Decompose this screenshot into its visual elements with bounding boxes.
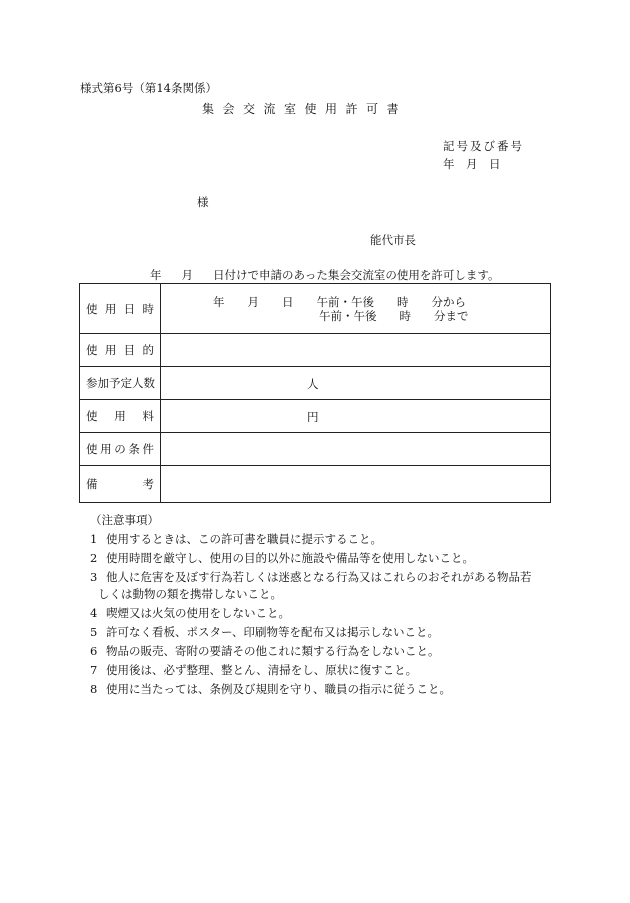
note-text: 使用に当たっては、条例及び規則を守り、職員の指示に従うこと。 — [106, 682, 451, 696]
note-number: 2 — [90, 551, 98, 565]
list-item — [90, 550, 474, 566]
participants-unit: 人 — [307, 377, 319, 391]
row-label-usage-conditions — [80, 433, 161, 466]
list-item — [90, 662, 417, 678]
note-text: 他人に危害を及ぼす行為若しくは迷惑となる行為又はこれらのおそれがある物品若 — [106, 570, 532, 584]
list-item — [90, 531, 382, 547]
note-text: 許可なく看板、ポスター、印刷物等を配布又は掲示しないこと。 — [106, 625, 440, 639]
addressee-suffix: 様 — [197, 195, 209, 209]
participants-label: 参加予定人数 — [86, 376, 155, 390]
list-item — [90, 605, 290, 621]
note-text: 使用後は、必ず整理、整とん、清掃をし、原状に復すこと。 — [106, 663, 418, 677]
usage-datetime-label: 使 用 日 時 — [86, 301, 154, 316]
note-number: 4 — [90, 606, 98, 620]
document-title: 集会交流室使用許可書 — [202, 102, 408, 116]
usage-datetime-line1: 年 月 日 午前・午後 時 分から — [213, 295, 466, 309]
list-item — [90, 681, 451, 697]
table-row — [80, 367, 551, 400]
participants-value — [161, 367, 551, 400]
usage-fee-label: 使 用 料 — [86, 409, 154, 423]
row-label-usage-datetime — [80, 284, 161, 334]
list-item — [90, 569, 532, 585]
issuer-name: 能代市長 — [370, 233, 416, 247]
note-continuation: しくは動物の類を携帯しないこと。 — [98, 587, 282, 601]
row-label-usage-purpose — [80, 334, 161, 367]
list-item — [90, 624, 439, 640]
note-number: 1 — [90, 532, 98, 546]
remarks-value — [161, 466, 551, 503]
table-row — [80, 433, 551, 466]
note-number: 5 — [90, 625, 98, 639]
permission-statement — [150, 267, 499, 283]
row-label-participants — [80, 367, 161, 400]
usage-datetime-value — [161, 284, 551, 334]
note-text: 物品の販売、寄附の要請その他これに類する行為をしないこと。 — [106, 644, 440, 658]
usage-fee-unit: 円 — [307, 410, 319, 424]
row-label-remarks — [80, 466, 161, 503]
remarks-label: 備 考 — [86, 477, 154, 491]
intro-year: 年 — [150, 268, 162, 282]
note-text: 喫煙又は火気の使用をしないこと。 — [106, 606, 290, 620]
usage-fee-value — [161, 400, 551, 433]
usage-conditions-label: 使 用 の 条 件 — [86, 442, 154, 456]
reference-number-label: 記号及び番号 — [443, 139, 524, 153]
usage-datetime-line2: 午前・午後 時 分まで — [319, 309, 469, 323]
table-row — [80, 466, 551, 503]
form-number: 様式第6号（第14条関係） — [80, 81, 217, 95]
table-row — [80, 284, 551, 334]
row-label-usage-fee — [80, 400, 161, 433]
intro-month: 月 — [181, 268, 193, 282]
list-item — [90, 643, 440, 659]
usage-conditions-value — [161, 433, 551, 466]
note-text: 使用するときは、この許可書を職員に提示すること。 — [106, 532, 382, 546]
issue-date-line: 年 月 日 — [443, 157, 501, 171]
note-text: 使用時間を厳守し、使用の目的以外に施設や備品等を使用しないこと。 — [106, 551, 474, 565]
table-row — [80, 334, 551, 367]
usage-purpose-label: 使 用 目 的 — [86, 343, 154, 357]
intro-rest: 日付けで申請のあった集会交流室の使用を許可します。 — [213, 268, 500, 282]
note-number: 7 — [90, 663, 98, 677]
note-number: 6 — [90, 644, 98, 658]
permit-table — [79, 283, 551, 503]
table-row — [80, 400, 551, 433]
usage-purpose-value — [161, 334, 551, 367]
note-number: 8 — [90, 682, 98, 696]
note-number: 3 — [90, 570, 98, 584]
notes-heading: （注意事項） — [90, 513, 159, 527]
